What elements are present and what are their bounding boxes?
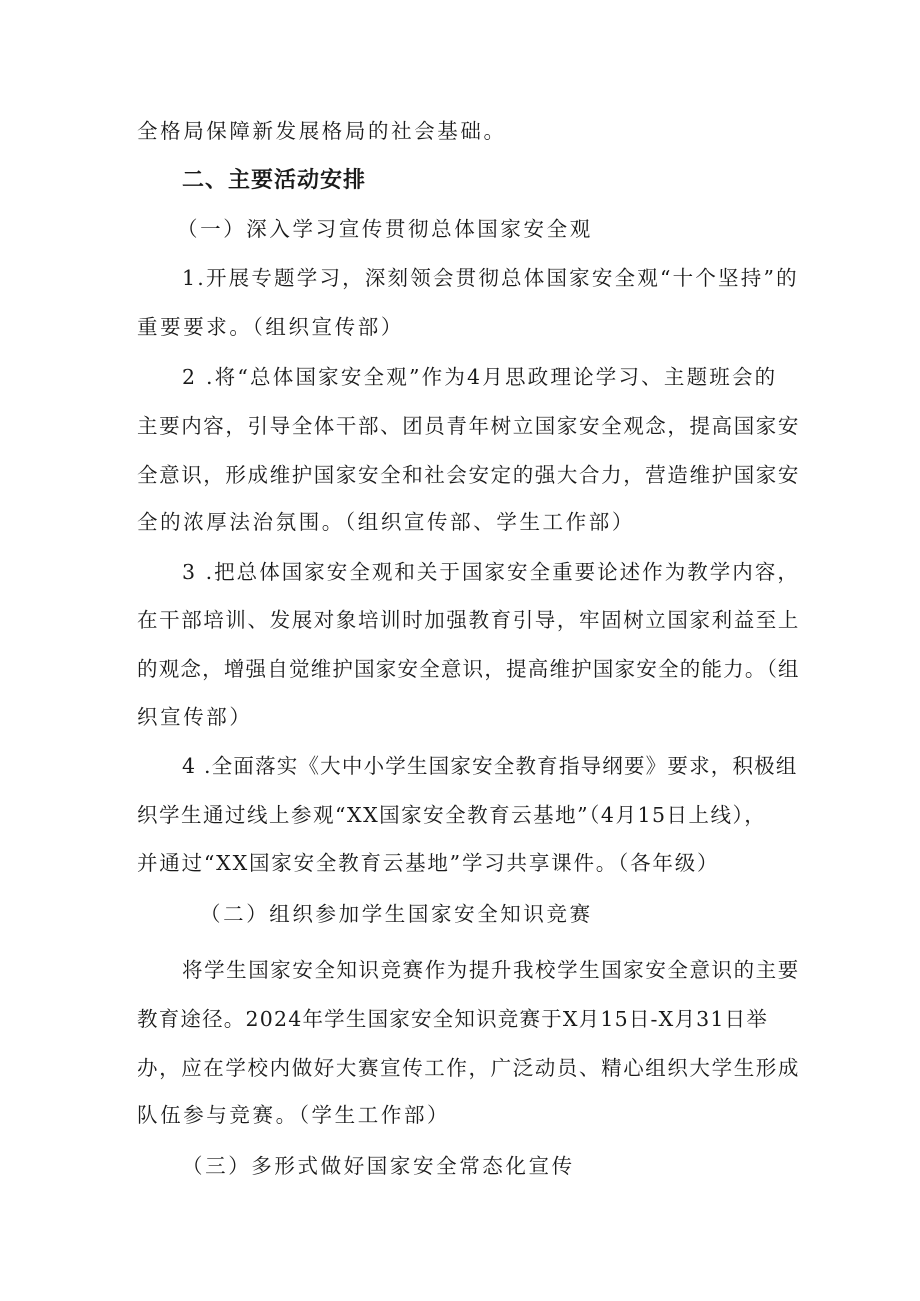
paragraph-line: 的观念，增强自觉维护国家安全意识，提高维护国家安全的能力。（组 — [137, 657, 800, 681]
subsection-heading: （三）多形式做好国家安全常态化宣传 — [182, 1154, 575, 1178]
subsection-heading: （一）深入学习宣传贯彻总体国家安全观 — [177, 217, 593, 241]
section-heading: 二、主要活动安排 — [182, 168, 367, 193]
paragraph-line: 全的浓厚法治氛围。（组织宣传部、学生工作部） — [137, 510, 635, 534]
paragraph-line: 主要内容，引导全体干部、团员青年树立国家安全观念，提高国家安 — [137, 414, 800, 438]
paragraph-line: 将学生国家安全知识竞赛作为提升我校学生国家安全意识的主要 — [182, 958, 800, 982]
paragraph-line: 织宣传部） — [137, 705, 253, 729]
paragraph-line: 重要要求。（组织宣传部） — [137, 315, 404, 339]
paragraph-line: 并通过“XX国家安全教育云基地”学习共享课件。（各年级） — [137, 851, 720, 875]
paragraph-line: 全意识，形成维护国家安全和社会安定的强大合力，营造维护国家安 — [137, 463, 800, 487]
paragraph-line: 教育途径。2024年学生国家安全知识竞赛于X月15日-X月31日举 — [137, 1007, 769, 1031]
paragraph-line: 织学生通过线上参观“XX国家安全教育云基地”（4月15日上线）， — [137, 803, 767, 827]
paragraph-line: 1.开展专题学习，深刻领会贯彻总体国家安全观“十个坚持”的 — [182, 266, 799, 290]
paragraph-line: 全格局保障新发展格局的社会基础。 — [137, 119, 507, 143]
paragraph-line: 办，应在学校内做好大赛宣传工作，广泛动员、精心组织大学生形成 — [137, 1056, 800, 1080]
paragraph-line: 4 .全面落实《大中小学生国家安全教育指导纲要》要求，积极组 — [182, 754, 798, 778]
paragraph-line: 队伍参与竞赛。（学生工作部） — [137, 1103, 451, 1127]
subsection-heading: （二）组织参加学生国家安全知识竞赛 — [200, 902, 593, 926]
paragraph-line: 在干部培训、发展对象培训时加强教育引导，牢固树立国家利益至上 — [137, 608, 800, 632]
paragraph-line: 3 .把总体国家安全观和关于国家安全重要论述作为教学内容， — [182, 560, 800, 584]
paragraph-line: 2 .将“总体国家安全观”作为4月思政理论学习、主题班会的 — [182, 365, 778, 389]
